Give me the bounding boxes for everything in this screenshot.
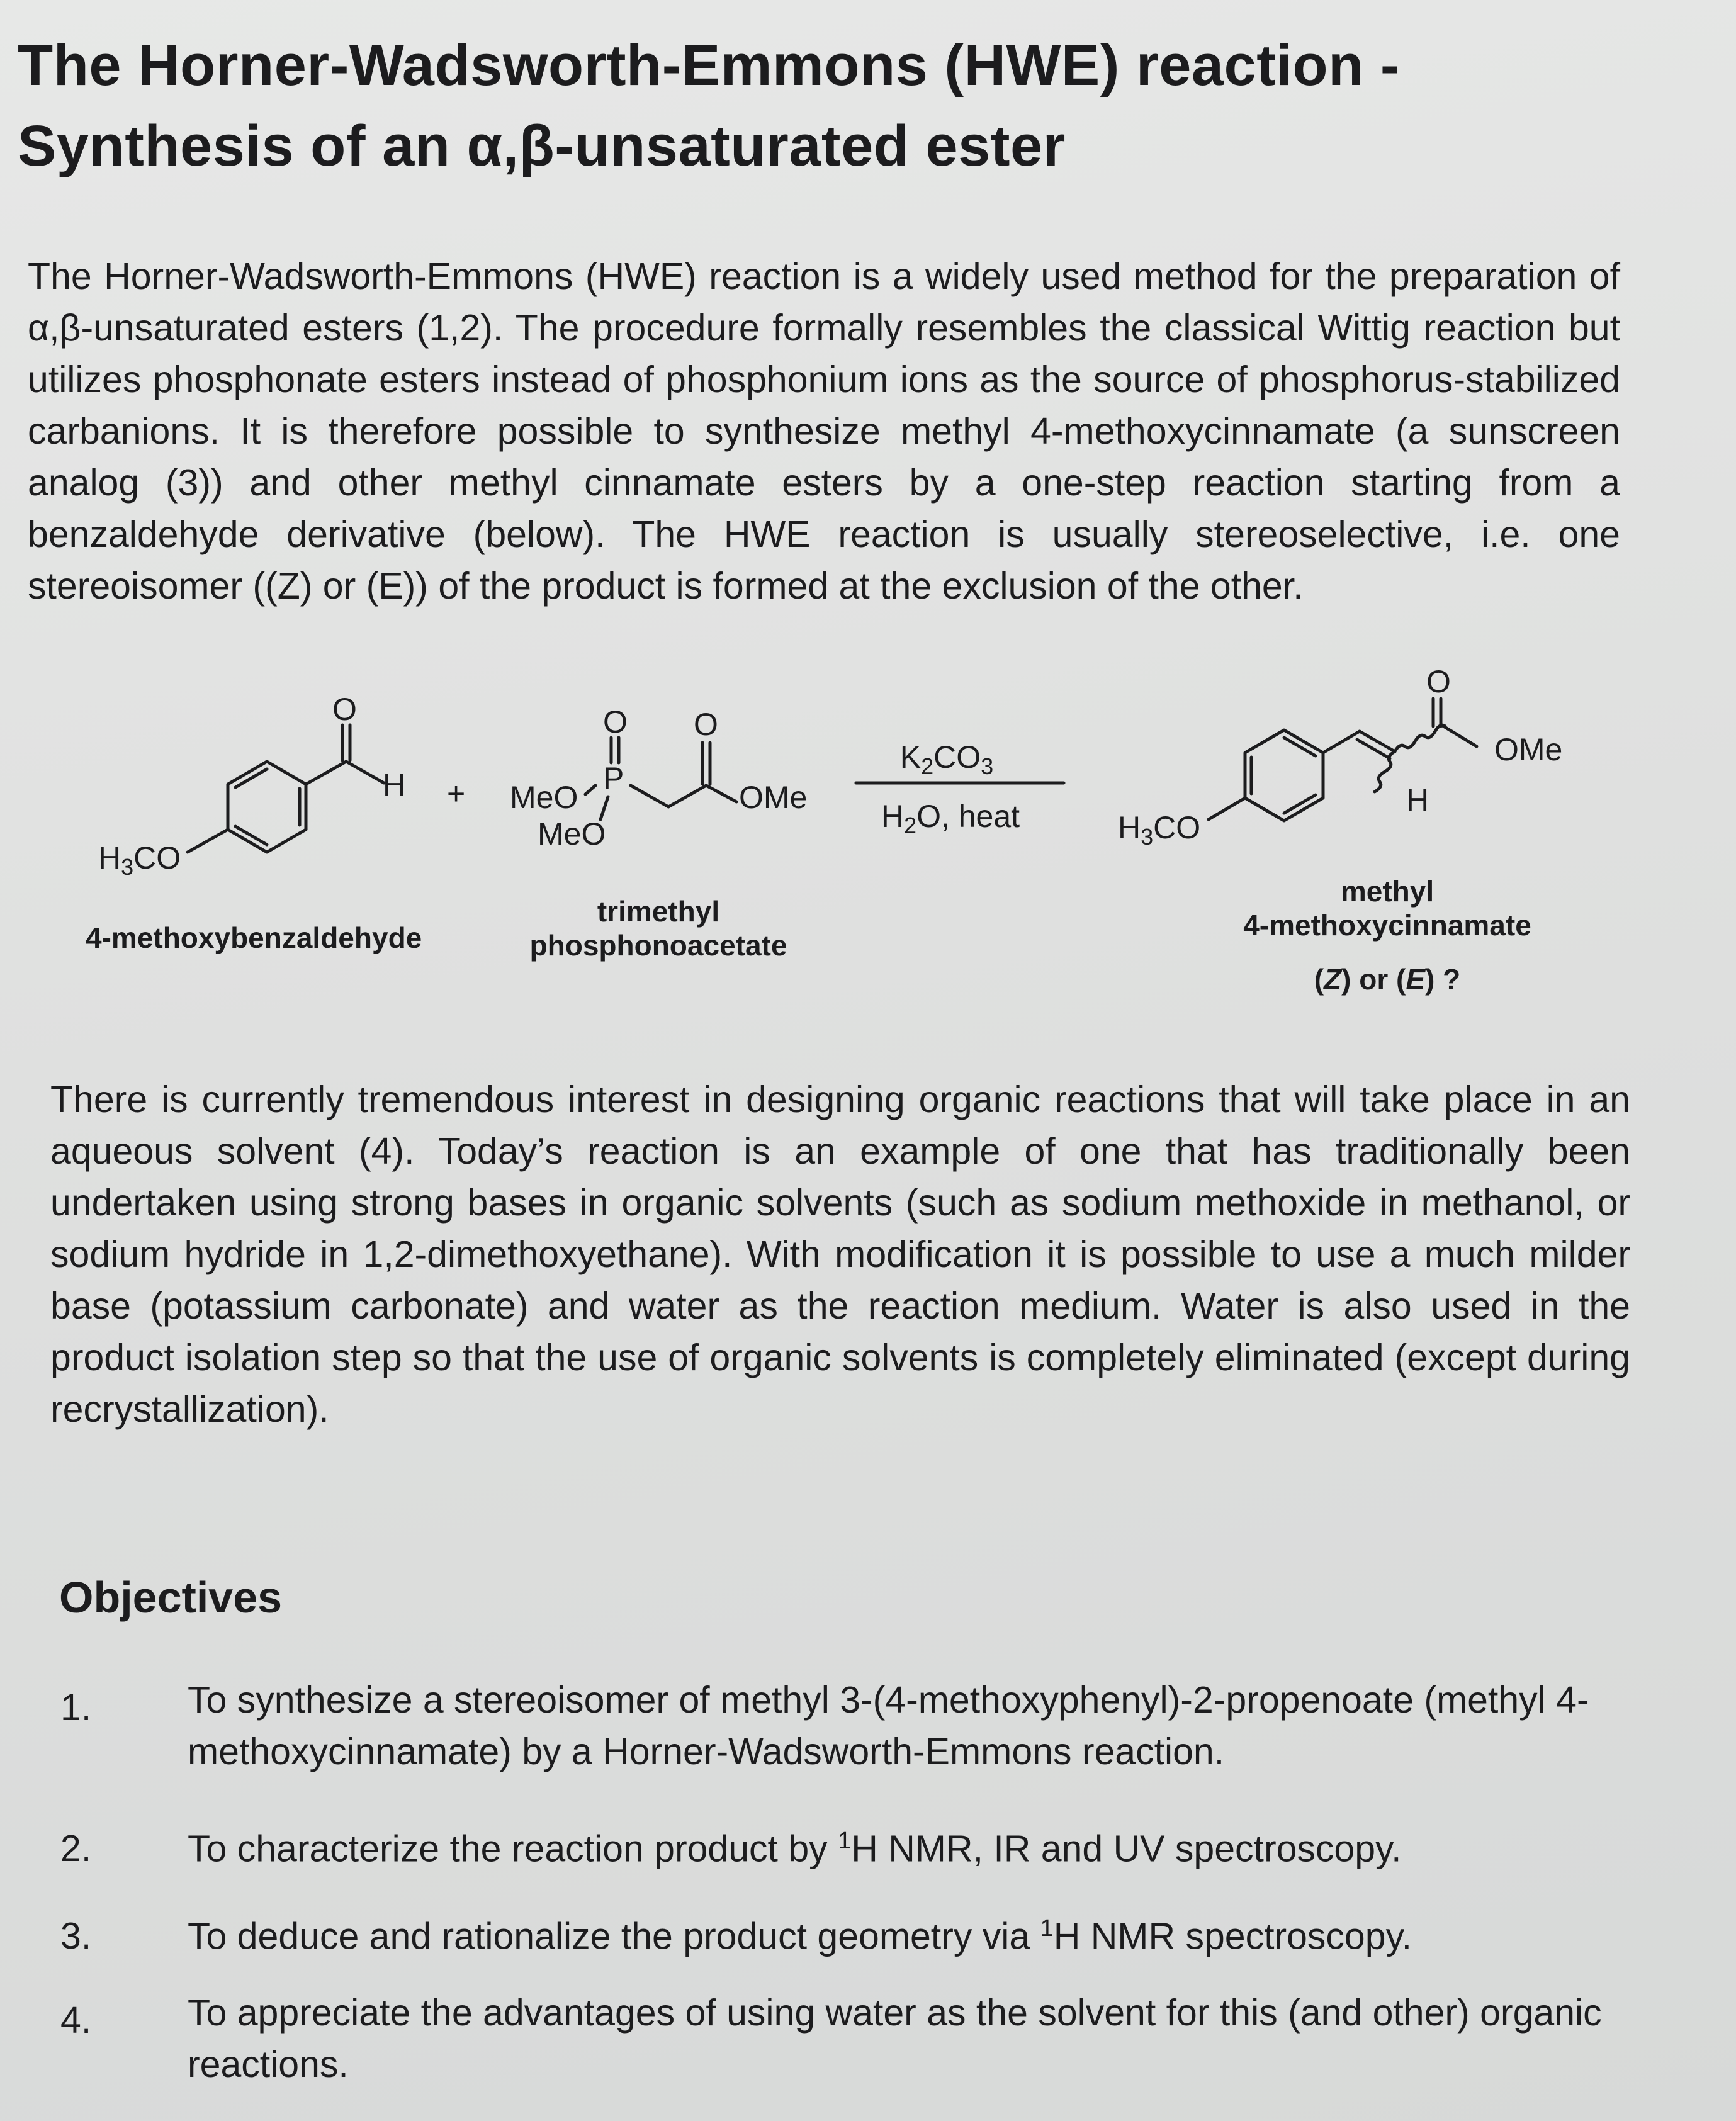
reactant2-name-line2: phosphonoacetate — [529, 929, 787, 962]
atom-p: P — [603, 761, 624, 796]
intro-paragraph: The Horner-Wadsworth-Emmons (HWE) reaction is a widely used method for the preparation of α,β-unsaturated esters (1,2). The procedure formally resembles the classical Wittig reaction but utilizes phosphonate esters instead of phosphonium ions as the source of phosphorus-stabilized carbanions. It is therefore possible to synthesize methyl 4-methoxycinnamate (a sunscreen analog (3)) and other methyl cinnamate esters by a one-step reaction starting from a benzaldehyde derivative (below). The HWE reaction is usually stereoselective, i.e. one stereoisomer ((Z) or (E)) of the product is formed at the exclusion of the other. — [28, 256, 1620, 607]
title-line-2: Synthesis of an α,β-unsaturated ester — [18, 114, 1066, 178]
atom-h3co-product: $H_3CO$ — [1118, 810, 1201, 850]
objective-text: To deduce and rationalize the product geometry via $^1$H NMR spectroscopy. — [188, 1915, 1412, 1957]
objective-text: To appreciate the advantages of using water as the solvent for this (and other) organic reactions. — [188, 1992, 1602, 2086]
atom-h-product: H — [1406, 782, 1429, 818]
objective-item — [60, 1987, 1672, 2090]
atom-o-carbonyl: O — [694, 707, 718, 742]
objectives-list — [60, 1674, 1672, 2090]
objective-number: 4. — [60, 2000, 92, 2042]
objective-number: 2. — [60, 1828, 92, 1869]
objective-text: To characterize the reaction product by $^1$H NMR, IR and UV spectroscopy. — [188, 1828, 1402, 1870]
atom-ome-ester: OMe — [739, 780, 808, 815]
page-title — [18, 25, 1654, 186]
reaction-scheme — [44, 655, 1649, 1045]
atom-meo-bottom: MeO — [538, 816, 606, 852]
objective-text: To synthesize a stereoisomer of methyl 3-(4-methoxyphenyl)-2-propenoate (methyl 4-methoxycinnamate) by a Horner-Wadsworth-Emmons reaction. — [188, 1679, 1589, 1772]
product-structure — [1209, 699, 1477, 821]
product-name-line2: 4-methoxycinnamate — [1243, 909, 1531, 942]
product-name-line1: methyl — [1340, 875, 1434, 908]
plus-sign: + — [447, 776, 466, 811]
atom-o-phosphoryl: O — [603, 704, 628, 740]
atom-o-product: O — [1426, 664, 1451, 699]
reactant2-name-line1: trimethyl — [597, 895, 720, 928]
atom-h3co-1: $H_3CO$ — [98, 840, 181, 880]
objective-item — [60, 1903, 1672, 1962]
atom-meo-top: MeO — [510, 780, 578, 815]
objective-number: 1. — [60, 1687, 92, 1728]
title-line-1: The Horner-Wadsworth-Emmons (HWE) reaction - — [18, 33, 1400, 98]
objective-number: 3. — [60, 1915, 92, 1957]
reagent-k2co3: $K_2CO_3$ — [899, 740, 994, 779]
product-stereo-question: (Z) or (E) ? — [1314, 963, 1461, 996]
reactant1-name: 4-methoxybenzaldehyde — [86, 921, 422, 954]
objective-item — [60, 1815, 1672, 1875]
solvent-h2o-heat: $H_2O$, heat — [881, 799, 1020, 838]
objective-item — [60, 1674, 1672, 1777]
objectives-heading: Objectives — [59, 1573, 283, 1622]
atom-o-aldehyde: O — [332, 692, 357, 727]
second-paragraph: There is currently tremendous interest in designing organic reactions that will take place in an aqueous solvent (4). Today’s reaction is an example of one that has traditionally been undertaken using strong bases in organic solvents (such as sodium methoxide in methanol, or sodium hydride in 1,2-dimethoxyethane). With modification it is possible to use a much milder base (potassium carbonate) and water as the reaction medium. Water is also used in the product isolation step so that the use of organic solvents is completely eliminated (except during recrystallization). — [50, 1079, 1630, 1430]
atom-ome-product: OMe — [1494, 732, 1563, 767]
atom-h-aldehyde: H — [383, 767, 406, 802]
benzaldehyde-structure — [188, 725, 384, 852]
